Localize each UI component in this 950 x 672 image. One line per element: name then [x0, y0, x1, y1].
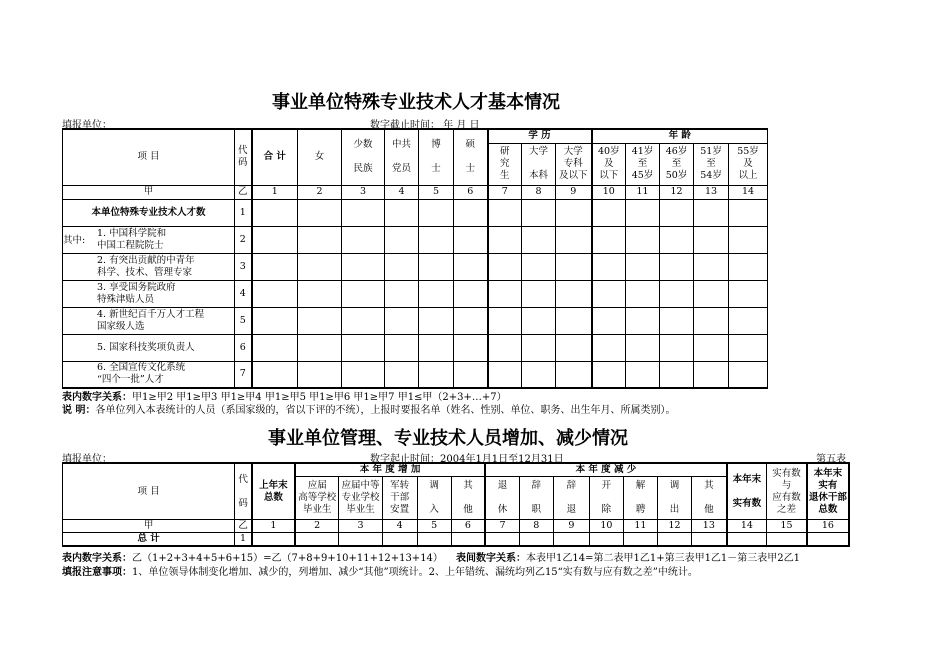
table1-grid — [62, 128, 768, 389]
cell[interactable] — [419, 253, 454, 280]
relation-label: 表内数字关系： — [62, 553, 132, 564]
cell[interactable] — [807, 533, 849, 547]
header-college: 大学 专科 及以下 — [556, 143, 592, 185]
index-jia: 甲 — [63, 185, 235, 199]
header-dec5: 解 聘 — [623, 477, 657, 520]
header-item: 项 目 — [63, 129, 235, 185]
header-dec6: 调 出 — [657, 477, 691, 520]
index-col: 14 — [729, 185, 768, 199]
header-minority: 少数 民族 — [342, 129, 385, 185]
cell[interactable] — [556, 253, 592, 280]
row-label: 2. 有突出贡献的中青年 科学、技术、管理专家 — [63, 253, 235, 280]
cell[interactable] — [694, 361, 729, 388]
cell[interactable] — [660, 361, 694, 388]
cell[interactable] — [592, 307, 626, 334]
cell[interactable] — [342, 253, 385, 280]
cell[interactable] — [252, 533, 295, 547]
cell[interactable] — [626, 334, 660, 361]
header-diff: 实有数 与 应有数 之差 — [767, 463, 807, 520]
index-col: 13 — [692, 520, 727, 533]
cell[interactable] — [556, 199, 592, 226]
cross-relation-label: 表间数字关系： — [456, 553, 526, 564]
cell[interactable] — [298, 361, 342, 388]
header-grad: 研 究 生 — [488, 143, 522, 185]
cell[interactable] — [657, 533, 691, 547]
cell[interactable] — [488, 280, 522, 307]
cell[interactable] — [729, 280, 768, 307]
cell[interactable] — [252, 280, 298, 307]
cell[interactable] — [454, 226, 488, 253]
row-label: 4. 新世纪百千万人才工程 国家级人选 — [63, 307, 235, 334]
index-col: 6 — [454, 185, 488, 199]
cell[interactable] — [589, 533, 623, 547]
index-col: 9 — [556, 185, 592, 199]
index-yi: 乙 — [235, 185, 252, 199]
index-col: 14 — [727, 520, 767, 533]
table2-cross-relation — [456, 549, 800, 564]
cell[interactable] — [694, 226, 729, 253]
header-inc5: 其 他 — [451, 477, 485, 520]
note-text: 各单位列入本表统计的人员（系国家级的，省以下评的不统），上报时要报名单（姓名、性别、单位、职务、出生年月、所属类别）。 — [95, 405, 676, 416]
header-code: 代 码 — [235, 129, 252, 185]
header-dec7: 其 他 — [692, 477, 727, 520]
cell[interactable] — [694, 199, 729, 226]
cell[interactable] — [488, 226, 522, 253]
cell[interactable] — [522, 199, 556, 226]
cell[interactable] — [626, 280, 660, 307]
index-col: 4 — [382, 520, 417, 533]
index-col: 11 — [626, 185, 660, 199]
index-col: 2 — [295, 520, 339, 533]
cell[interactable] — [727, 533, 767, 547]
cell[interactable] — [342, 361, 385, 388]
relation-label: 表内数字关系： — [62, 392, 132, 403]
header-decrease-group: 本 年 度 减 少 — [485, 463, 726, 477]
note-label: 说 明： — [62, 405, 96, 416]
cell[interactable] — [252, 199, 298, 226]
row-code: 3 — [235, 253, 252, 280]
cell[interactable] — [385, 226, 419, 253]
cell[interactable] — [454, 361, 488, 388]
cell[interactable] — [626, 253, 660, 280]
total-row-label: 总 计 — [63, 533, 235, 547]
cell[interactable] — [342, 226, 385, 253]
cell[interactable] — [342, 280, 385, 307]
cell[interactable] — [592, 280, 626, 307]
table1-unit-label: 填报单位： — [62, 120, 112, 131]
index-col: 16 — [807, 520, 849, 533]
table2-date-label: 数字起止时间：2004年1月1日至12月31日 — [370, 454, 564, 465]
cell[interactable] — [385, 334, 419, 361]
cell[interactable] — [660, 334, 694, 361]
index-col: 10 — [589, 520, 623, 533]
cell[interactable] — [694, 253, 729, 280]
table2-fill-notes — [62, 563, 698, 578]
cell[interactable] — [556, 226, 592, 253]
cell[interactable] — [454, 253, 488, 280]
cell[interactable] — [522, 334, 556, 361]
header-age-51-54: 51岁 至 54岁 — [694, 143, 729, 185]
cell[interactable] — [382, 533, 417, 547]
cell[interactable] — [342, 334, 385, 361]
index-col: 5 — [417, 520, 451, 533]
cell[interactable] — [252, 361, 298, 388]
header-inc3: 军转 干部 安置 — [382, 477, 417, 520]
row-code: 1 — [235, 199, 252, 226]
index-col: 1 — [252, 520, 295, 533]
row-prefix: 其中: — [63, 234, 86, 246]
cell[interactable] — [626, 307, 660, 334]
total-row-code: 1 — [235, 533, 252, 547]
header-bachelor: 大学 本科 — [522, 143, 556, 185]
header-item: 项 目 — [63, 463, 235, 520]
row-label: 本单位特殊专业技术人才数 — [63, 199, 235, 226]
cell[interactable] — [660, 307, 694, 334]
cell[interactable] — [385, 253, 419, 280]
row-label: 6. 全国宣传文化系统 “四个一批”人才 — [63, 361, 235, 388]
cell[interactable] — [417, 533, 451, 547]
index-yi: 乙 — [235, 520, 252, 533]
cell[interactable] — [454, 280, 488, 307]
table2-unit-label: 填报单位： — [62, 454, 112, 465]
cell[interactable] — [385, 280, 419, 307]
header-inc2: 应届中等 专业学校 毕业生 — [339, 477, 382, 520]
index-col: 7 — [488, 185, 522, 199]
cell[interactable] — [692, 533, 727, 547]
cell[interactable] — [298, 307, 342, 334]
index-col: 13 — [694, 185, 729, 199]
cell[interactable] — [767, 533, 807, 547]
cell[interactable] — [488, 307, 522, 334]
row-code: 5 — [235, 307, 252, 334]
header-dec2: 辞 职 — [519, 477, 553, 520]
cell[interactable] — [451, 533, 485, 547]
index-col: 6 — [451, 520, 485, 533]
cell[interactable] — [729, 307, 768, 334]
cell[interactable] — [419, 226, 454, 253]
cell[interactable] — [519, 533, 553, 547]
header-age-46-50: 46岁 至 50岁 — [660, 143, 694, 185]
header-master: 硕 士 — [454, 129, 488, 185]
cell[interactable] — [252, 253, 298, 280]
cell[interactable] — [419, 307, 454, 334]
index-col: 1 — [252, 185, 298, 199]
cell[interactable] — [454, 199, 488, 226]
cell[interactable] — [556, 280, 592, 307]
header-party: 中共 党员 — [385, 129, 419, 185]
fill-notes-label: 填报注意事项： — [62, 567, 132, 578]
header-total: 合 计 — [252, 129, 298, 185]
cell[interactable] — [522, 280, 556, 307]
cell[interactable] — [660, 226, 694, 253]
header-dec1: 退 休 — [485, 477, 519, 520]
index-col: 15 — [767, 520, 807, 533]
cell[interactable] — [339, 533, 382, 547]
index-col: 5 — [419, 185, 454, 199]
cell[interactable] — [553, 533, 589, 547]
cell[interactable] — [298, 334, 342, 361]
cell[interactable] — [660, 199, 694, 226]
row-code: 4 — [235, 280, 252, 307]
cell[interactable] — [342, 307, 385, 334]
table1-note — [62, 401, 675, 416]
header-age-40: 40岁 及 以下 — [592, 143, 626, 185]
header-increase-group: 本 年 度 增 加 — [295, 463, 485, 477]
cell[interactable] — [522, 253, 556, 280]
cell[interactable] — [485, 533, 519, 547]
cell[interactable] — [488, 361, 522, 388]
index-col: 3 — [342, 185, 385, 199]
cell[interactable] — [385, 361, 419, 388]
cell[interactable] — [694, 307, 729, 334]
cell[interactable] — [385, 307, 419, 334]
cell[interactable] — [522, 307, 556, 334]
cell[interactable] — [488, 199, 522, 226]
header-phd: 博 士 — [419, 129, 454, 185]
cell[interactable] — [556, 307, 592, 334]
cell[interactable] — [729, 199, 768, 226]
index-col: 8 — [522, 185, 556, 199]
cell[interactable] — [419, 280, 454, 307]
index-col: 8 — [519, 520, 553, 533]
cell[interactable] — [729, 226, 768, 253]
table2-title: 事业单位管理、专业技术人员增加、减少情况 — [268, 428, 628, 449]
cell[interactable] — [556, 334, 592, 361]
index-col: 3 — [339, 520, 382, 533]
table2-grid — [62, 462, 850, 547]
cell[interactable] — [298, 199, 342, 226]
row-code: 7 — [235, 361, 252, 388]
relation-text: 甲1≥甲2 甲1≥甲3 甲1≥甲4 甲1≥甲5 甲1≥甲6 甲1≥甲7 甲1≤甲（2+3+…+7） — [132, 392, 507, 403]
header-inc4: 调 入 — [417, 477, 451, 520]
cell[interactable] — [385, 199, 419, 226]
header-age-group: 年 龄 — [592, 129, 768, 143]
row-code: 2 — [235, 226, 252, 253]
header-inc1: 应届 高等学校 毕业生 — [295, 477, 339, 520]
index-col: 9 — [553, 520, 589, 533]
cell[interactable] — [729, 361, 768, 388]
header-prev-total: 上年末 总数 — [252, 463, 295, 520]
index-col: 12 — [660, 185, 694, 199]
cell[interactable] — [592, 199, 626, 226]
cell[interactable] — [252, 226, 298, 253]
cell[interactable] — [488, 253, 522, 280]
table2-number: 第五表 — [816, 454, 846, 465]
cell[interactable] — [252, 307, 298, 334]
fill-notes-text: 1、单位领导体制变化增加、减少的，列增加、减少“其他”项统计。2、上年错统、漏统均列乙15“实有数与应有数之差”中统计。 — [132, 567, 698, 578]
row-label-cell — [63, 226, 235, 253]
cell[interactable] — [626, 226, 660, 253]
cell[interactable] — [660, 280, 694, 307]
cell[interactable] — [454, 307, 488, 334]
cell[interactable] — [592, 361, 626, 388]
cell[interactable] — [623, 533, 657, 547]
cell[interactable] — [488, 334, 522, 361]
cell[interactable] — [522, 361, 556, 388]
cell[interactable] — [522, 226, 556, 253]
cell[interactable] — [694, 334, 729, 361]
cell[interactable] — [694, 280, 729, 307]
cell[interactable] — [342, 199, 385, 226]
row-label: 3. 享受国务院政府 特殊津贴人员 — [63, 280, 235, 307]
cell[interactable] — [592, 226, 626, 253]
header-age-55: 55岁 及 以上 — [729, 143, 768, 185]
header-dec4: 开 除 — [589, 477, 623, 520]
cell[interactable] — [295, 533, 339, 547]
index-col: 7 — [485, 520, 519, 533]
header-code: 代 码 — [235, 463, 252, 520]
index-col: 11 — [623, 520, 657, 533]
cell[interactable] — [556, 361, 592, 388]
table2-relation — [62, 549, 443, 564]
header-age-41-45: 41岁 至 45岁 — [626, 143, 660, 185]
cell[interactable] — [252, 334, 298, 361]
row-label: 1. 中国科学院和 中国工程院院士 — [97, 227, 167, 251]
header-education-group: 学 历 — [488, 129, 592, 143]
cell[interactable] — [419, 334, 454, 361]
header-dec3: 辞 退 — [553, 477, 589, 520]
cell[interactable] — [729, 253, 768, 280]
cross-relation-text: 本表甲1乙14=第二表甲1乙1+第三表甲1乙1－第三表甲2乙1 — [526, 553, 801, 564]
row-label: 5. 国家科技奖项负责人 — [63, 334, 235, 361]
header-female: 女 — [298, 129, 342, 185]
cell[interactable] — [729, 334, 768, 361]
index-col: 2 — [298, 185, 342, 199]
relation-text: 乙（1+2+3+4+5+6+15）=乙（7+8+9+10+11+12+13+14） — [132, 553, 443, 564]
header-retired: 本年末 实有 退休干部 总数 — [807, 463, 849, 520]
index-jia: 甲 — [63, 520, 235, 533]
cell[interactable] — [626, 361, 660, 388]
cell[interactable] — [660, 253, 694, 280]
index-col: 4 — [385, 185, 419, 199]
cell[interactable] — [454, 334, 488, 361]
cell[interactable] — [626, 199, 660, 226]
row-code: 6 — [235, 334, 252, 361]
cell[interactable] — [298, 253, 342, 280]
cell[interactable] — [298, 226, 342, 253]
cell[interactable] — [419, 199, 454, 226]
table1-date-label: 数字截止时间： 年 月 日 — [370, 120, 480, 131]
cell[interactable] — [592, 334, 626, 361]
index-col: 10 — [592, 185, 626, 199]
index-col: 12 — [657, 520, 691, 533]
cell[interactable] — [592, 253, 626, 280]
header-actual: 本年末 实有数 — [727, 463, 767, 520]
cell[interactable] — [419, 361, 454, 388]
cell[interactable] — [298, 280, 342, 307]
table1-title: 事业单位特殊专业技术人才基本情况 — [272, 92, 560, 113]
